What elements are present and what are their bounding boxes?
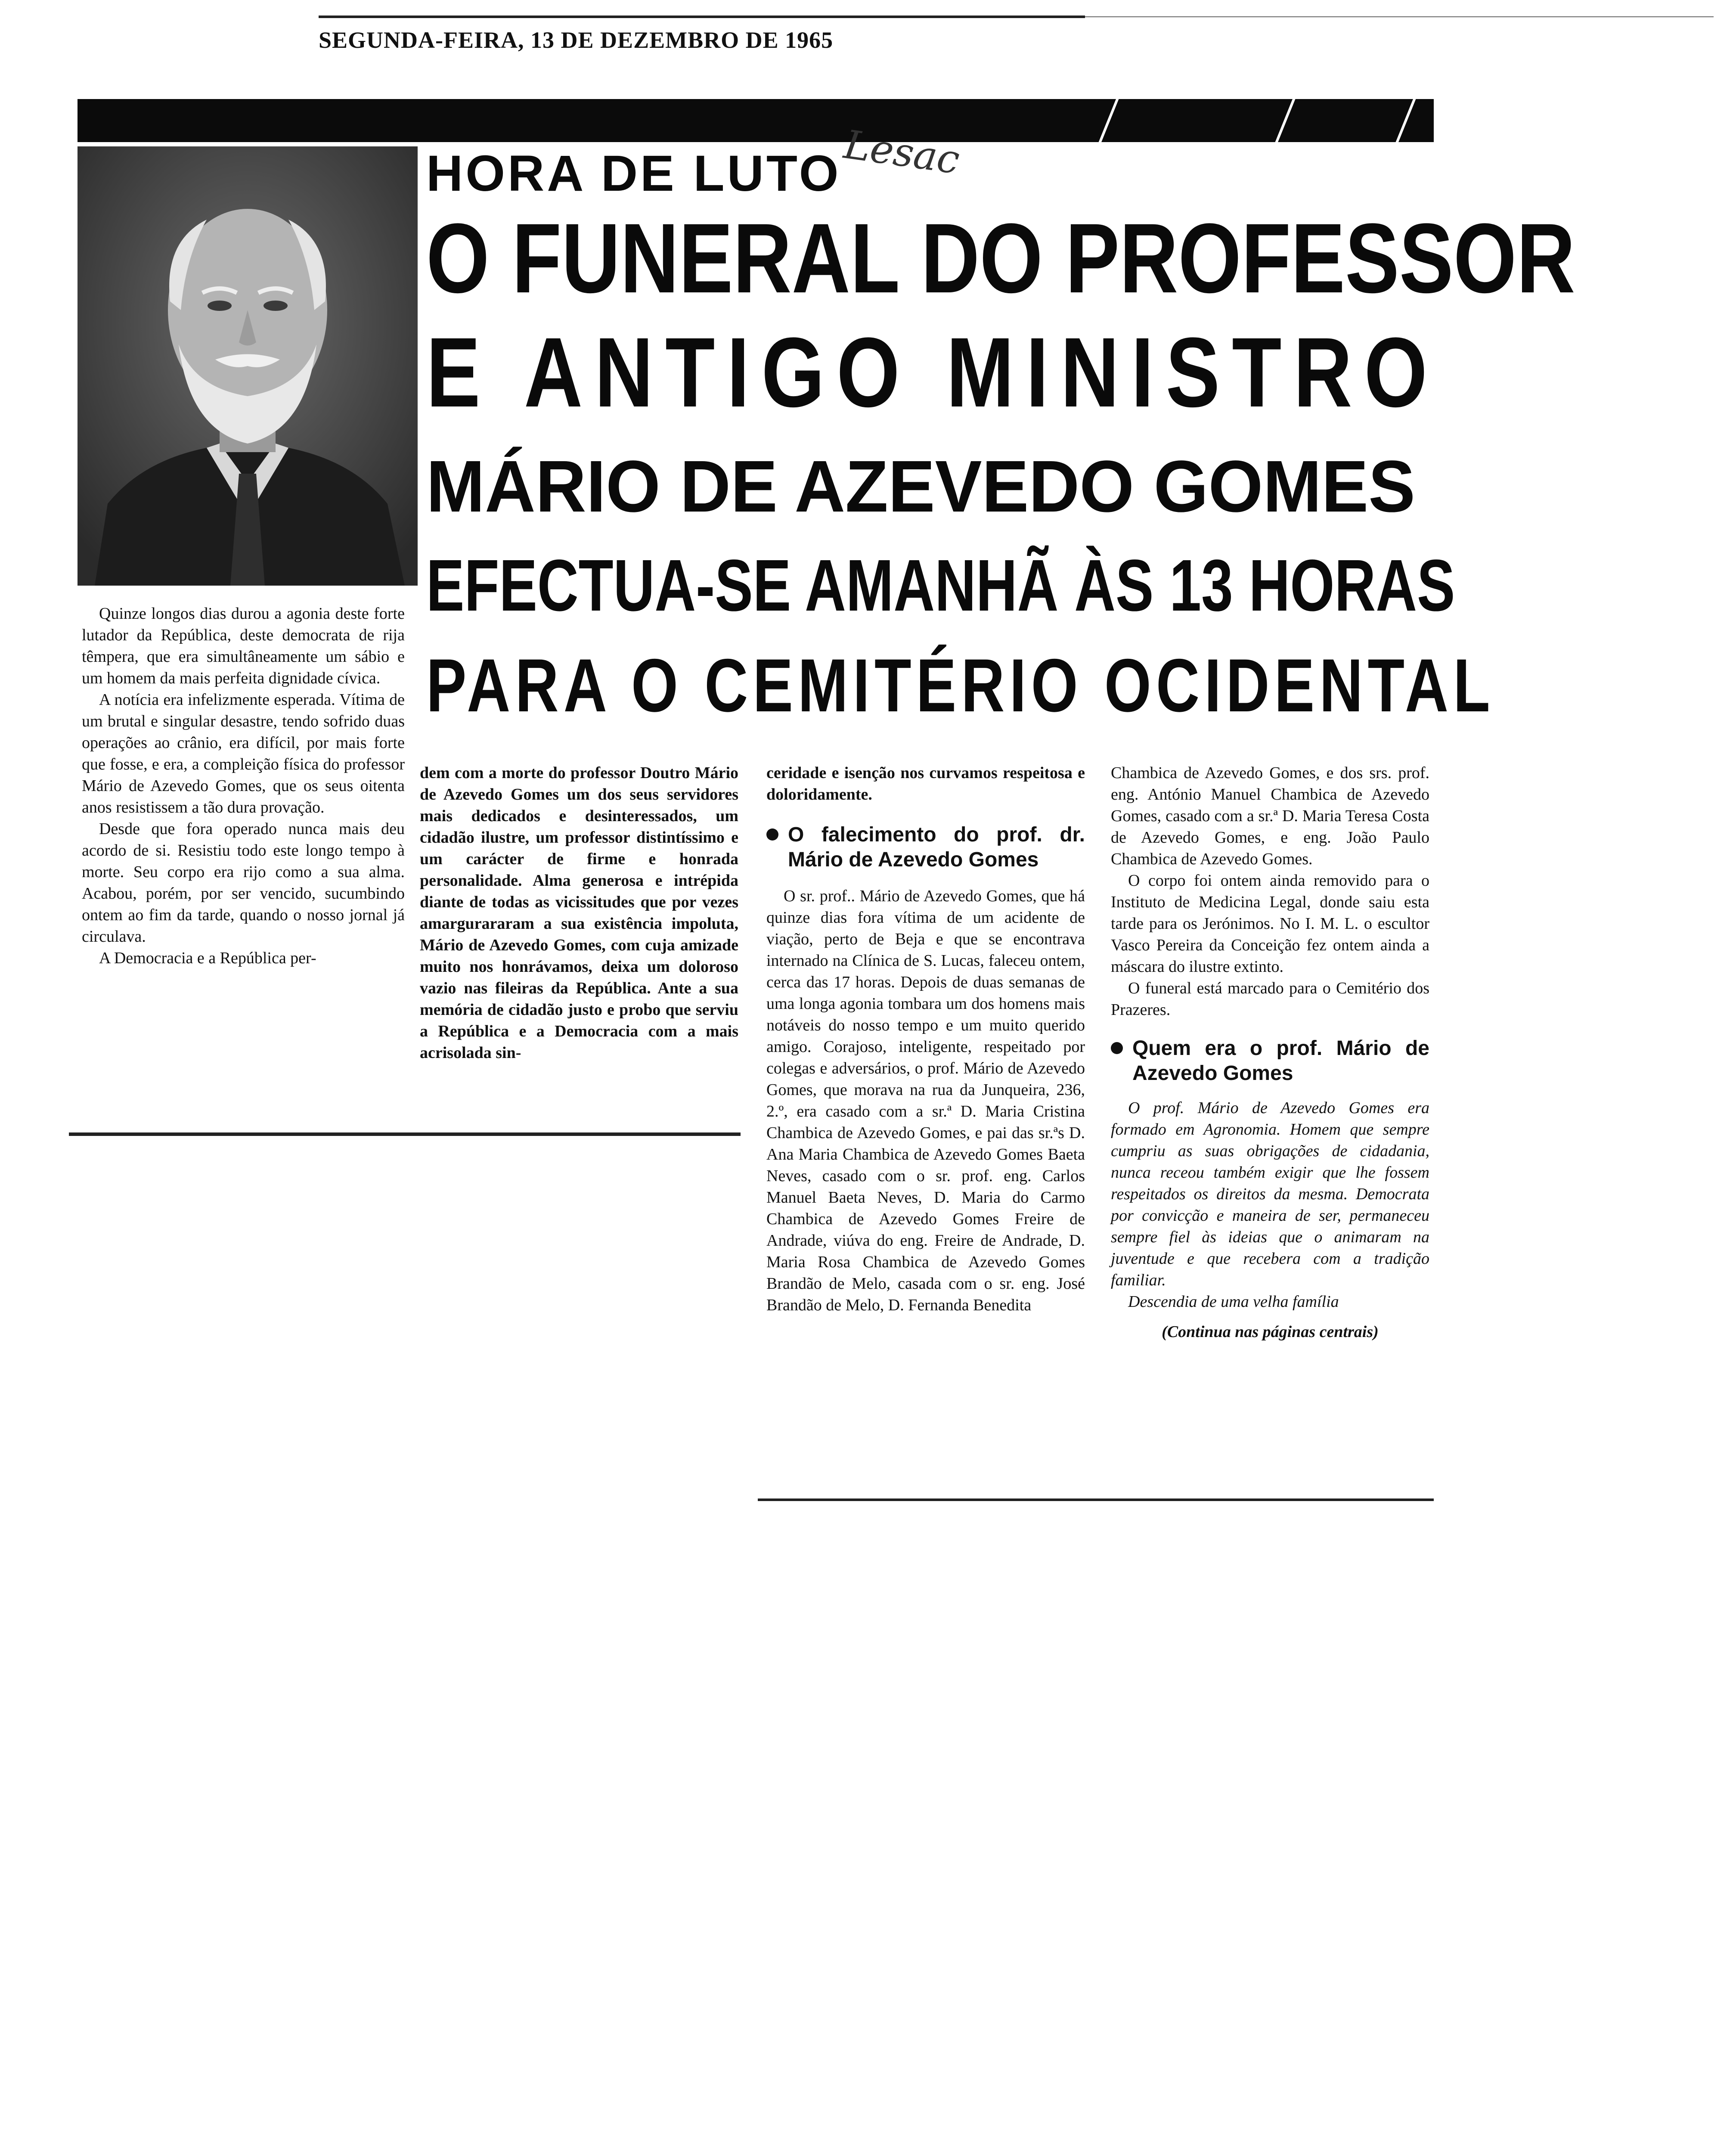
paragraph: A notícia era infelizmente esperada. Vítima de um brutal e singular desastre, tendo sofrido duas operações ao crânio, era difícil, por mais forte que fosse, e era, a compleição física do professor Mário de Azevedo Gomes, que os seus oitenta anos resistissem a tão dura provação. xyxy=(82,691,405,816)
headline-line3: MÁRIO DE AZEVEDO GOMES xyxy=(426,446,1416,527)
paragraph: O sr. prof.. Mário de Azevedo Gomes, que há quinze dias fora vítima de um acidente de viação, perto de Beja e que se encontrava internado na Clínica de S. Lucas, faleceu ontem, cerca das 17 horas. Depois de duas semanas de uma longa agonia tombara um dos homens mais notáveis do nosso tempo e um muito querido amigo. Corajoso, inteligente, respeitado por colegas e adversários, o prof. Mário de Azevedo Gomes, que morava na rua da Junqueira, 236, 2.º, era casado com a sr.ª D. Maria Cristina Chambica de Azevedo Gomes, e pai das sr.ªs D. Ana Maria Chambica de Azevedo Gomes Baeta Neves, casado com o sr. prof. eng. Carlos Manuel Baeta Neves, D. Maria do Carmo Chambica de Azevedo Gomes Freire de Andrade, viúva do eng. Freire de Andrade, D. Maria Rosa Chambica de Azevedo Gomes Brandão de Melo, casada com o sr. eng. José Brandão de Melo, D. Fernanda Benedita xyxy=(766,887,1085,1314)
paragraph: ceridade e isenção nos curvamos respeitosa e doloridamente. xyxy=(766,764,1085,803)
top-rule-thin xyxy=(1085,16,1714,17)
continued-note: (Continua nas páginas centrais) xyxy=(1162,1323,1379,1341)
banner-slash xyxy=(1393,99,1417,142)
portrait-illustration xyxy=(78,146,418,586)
section-heading-text: Quem era o prof. Mário de Azevedo Gomes xyxy=(1132,1037,1429,1085)
paragraph: Quinze longos dias durou a agonia deste forte lutador da República, deste democrata de rija têmpera, que era simultâneamente um sábio e um homem da mais perfeita dignidade cívica. xyxy=(82,605,405,687)
article-column-1 xyxy=(82,603,405,969)
paragraph: O corpo foi ontem ainda removido para o Instituto de Medicina Legal, donde saiu esta tarde para os Jerónimos. No I. M. L. o escultor Vasco Pereira da Conceição fez ontem ainda a máscara do ilustre extinto. xyxy=(1111,872,1429,976)
bullet-icon xyxy=(766,828,778,841)
article-column-3 xyxy=(766,762,1085,1316)
paragraph: Chambica de Azevedo Gomes, e dos srs. prof. eng. António Manuel Chambica de Azevedo Gomes, casado com a sr.ª D. Maria Teresa Costa de Azevedo Gomes, e eng. João Paulo Chambica de Azevedo Gomes. xyxy=(1111,764,1429,868)
paragraph: Desde que fora operado nunca mais deu acordo de si. Resistiu todo este longo tempo à morte. Seu corpo era rijo como a sua alma. Acabou, porém, por ser vencido, sucumbindo ontem ao fim da tarde, quando o nosso jornal já circulava. xyxy=(82,820,405,946)
headline-line2: E ANTIGO MINISTRO xyxy=(426,317,1439,428)
column-rule xyxy=(758,1498,1434,1501)
article-column-2 xyxy=(420,762,738,1064)
banner-slash xyxy=(1273,99,1296,142)
banner-slash xyxy=(1096,99,1119,142)
paragraph: dem com a morte do professor Doutro Mário de Azevedo Gomes um dos seus servidores mais dedicados e desinteressados, um cidadão ilustre, um professor distintíssimo e um carácter de firme e honrada personalidade. Alma generosa e intrépida diante de todas as vicissitudes que por vezes amargurararam a sua existência impoluta, Mário de Azevedo Gomes, com cuja amizade muito nos honrávamos, deixa um doloroso vazio nas fileiras da República. Ante a sua memória de cidadão justo e probo que serviu a República e a Democracia com a mais acrisolada sin- xyxy=(420,764,738,1062)
paragraph: A Democracia e a República per- xyxy=(99,949,316,967)
headline-line1: O FUNERAL DO PROFESSOR xyxy=(426,203,1575,313)
black-banner xyxy=(78,99,1434,142)
portrait-photo xyxy=(78,146,418,586)
dateline: SEGUNDA-FEIRA, 13 DE DEZEMBRO DE 1965 xyxy=(319,27,834,53)
section-heading-text: O falecimento do prof. dr. Mário de Azevedo Gomes xyxy=(788,823,1085,871)
headline-line4: EFECTUA-SE AMANHÃ ÀS 13 HORAS xyxy=(426,545,1455,627)
paragraph: O funeral está marcado para o Cemitério dos Prazeres. xyxy=(1111,979,1429,1019)
kicker: HORA DE LUTO xyxy=(426,145,841,202)
paragraph: Descendia de uma velha família xyxy=(1128,1293,1339,1311)
top-rule xyxy=(319,16,1085,18)
section-heading xyxy=(766,822,1085,872)
section-heading xyxy=(1111,1036,1429,1086)
handwritten-note: Lesac xyxy=(841,121,963,183)
article-column-4 xyxy=(1111,762,1429,1343)
column-rule xyxy=(69,1132,741,1136)
bullet-icon xyxy=(1111,1042,1123,1054)
paragraph: O prof. Mário de Azevedo Gomes era formado em Agronomia. Homem que sempre cumpriu as suas obrigações de cidadania, nunca receou também exigir que lhe fossem respeitados os direitos da mesma. Democrata por convicção e maneira de ser, permaneceu sempre fiel às ideias que o animaram na juventude e que recebera com a tradição familiar. xyxy=(1111,1099,1429,1289)
headline-line5: PARA O CEMITÉRIO OCIDENTAL xyxy=(426,644,1495,728)
